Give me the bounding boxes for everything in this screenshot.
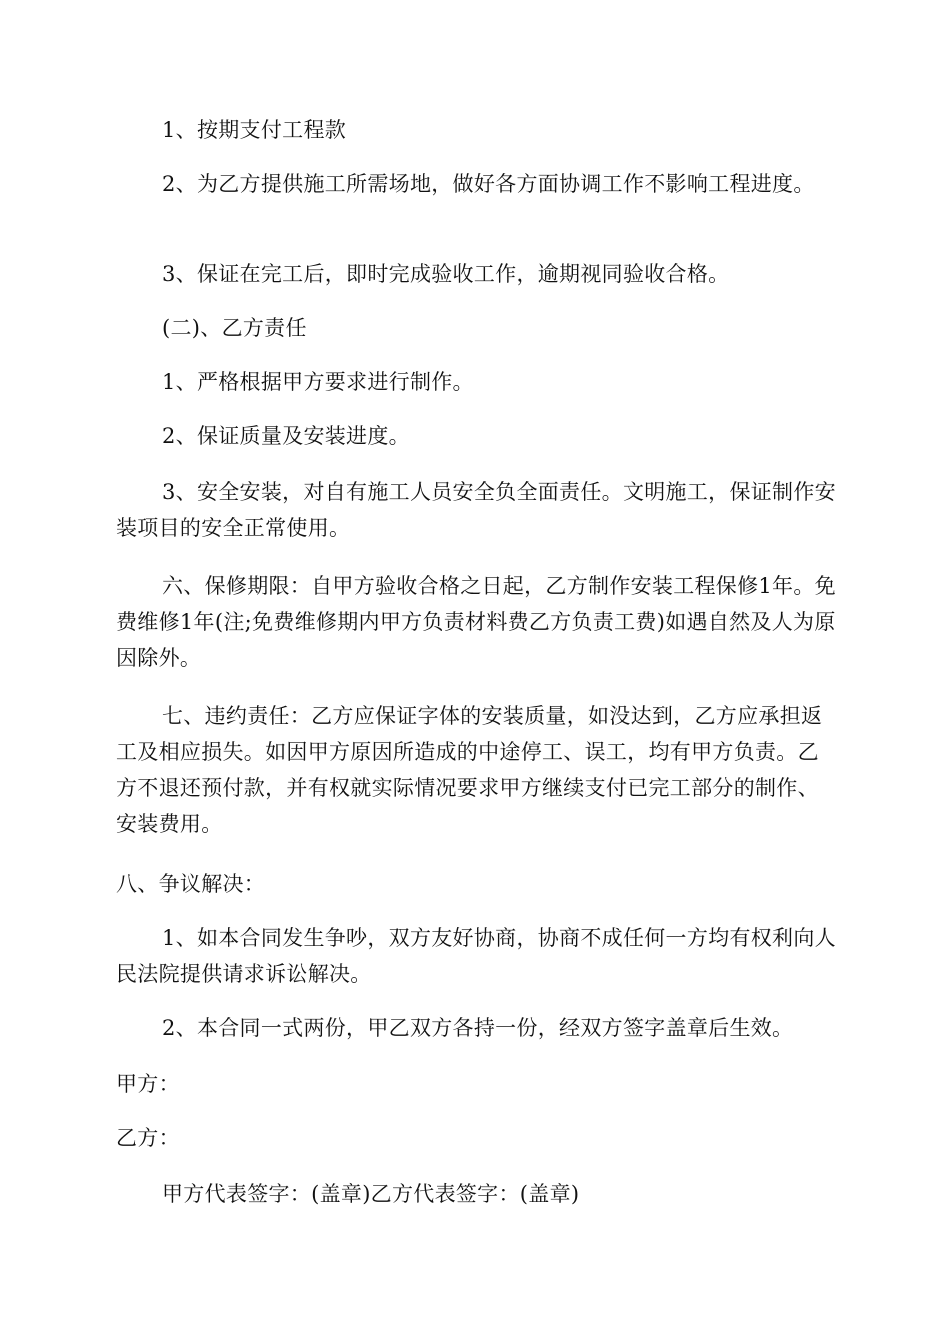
paragraph-obligation-site: 2、为乙方提供施工所需场地，做好各方面协调工作不影响工程进度。 [162, 172, 815, 196]
paragraph-breach-liability: 七、违约责任：乙方应保证字体的安装质量，如没达到，乙方应承担返工及相应损失。如因甲方原因所造成的中途停工、误工，均有甲方负责。乙方不退还预付款，并有权就实际情况要求甲方继续支付已完工部分的制作、安装费用。 [116, 704, 823, 836]
paragraph-obligation-acceptance: 3、保证在完工后，即时完成验收工作，逾期视同验收合格。 [162, 262, 730, 286]
heading-dispute-resolution: 八、争议解决： [116, 872, 266, 896]
paragraph-obligation-payment: 1、按期支付工程款 [162, 118, 347, 142]
heading-party-b-responsibility: (二)、乙方责任 [162, 316, 307, 340]
party-b-label: 乙方： [116, 1126, 180, 1150]
paragraph-party-b-safety: 3、安全安装，对自有施工人员安全负全面责任。文明施工，保证制作安装项目的安全正常使用。 [116, 480, 836, 540]
paragraph-dispute-negotiation: 1、如本合同发生争吵，双方友好协商，协商不成任何一方均有权利向人民法院提供请求诉讼解决。 [116, 926, 836, 986]
paragraph-warranty-period: 六、保修期限：自甲方验收合格之日起，乙方制作安装工程保修1年。免费维修1年(注;免费维修期内甲方负责材料费乙方负责工费)如遇自然及人为原因除外。 [116, 574, 836, 670]
paragraph-party-b-quality: 2、保证质量及安装进度。 [162, 424, 410, 448]
party-a-label: 甲方： [116, 1072, 180, 1096]
signature-line: 甲方代表签字：(盖章)乙方代表签字：(盖章) [162, 1182, 580, 1206]
paragraph-party-b-production: 1、严格根据甲方要求进行制作。 [162, 370, 474, 394]
paragraph-contract-copies: 2、本合同一式两份，甲乙双方各持一份，经双方签字盖章后生效。 [162, 1016, 794, 1040]
